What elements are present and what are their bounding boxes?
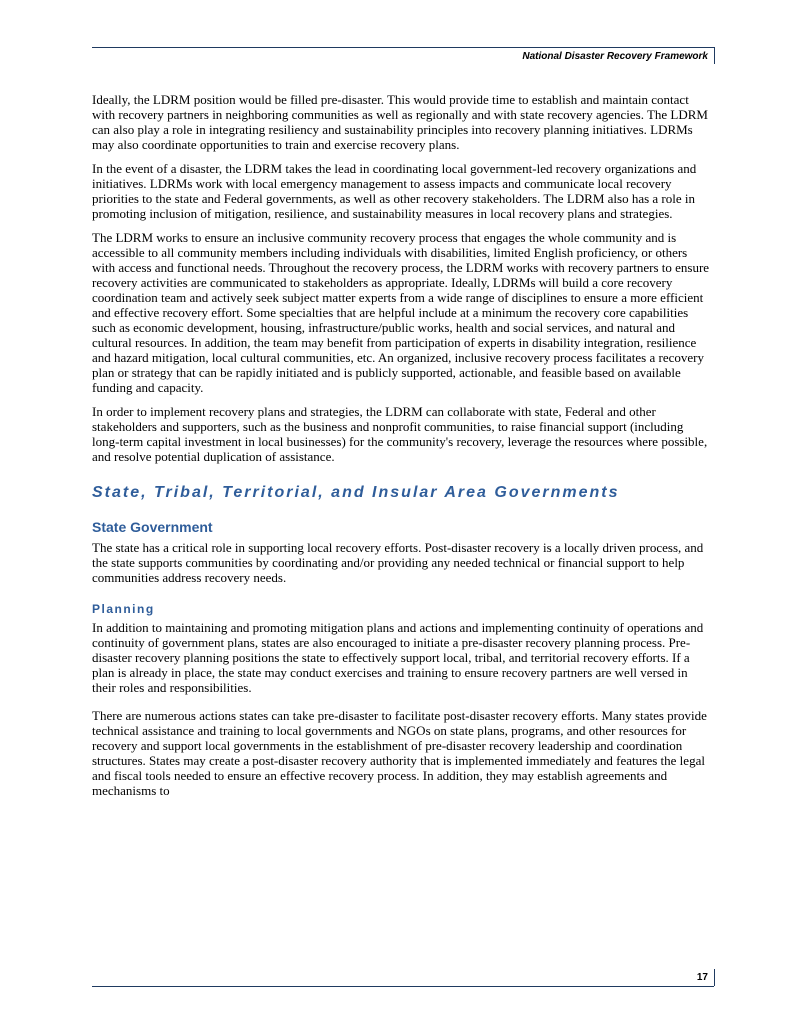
paragraph-ldrm-implement: In order to implement recovery plans and strategies, the LDRM can collaborate with state, Federal and other stakeholders and supporters, such as the business and nonprofit communities, to raise financial support (including long-term capital investment in local businesses) for the community's recovery, leverage the resources where possible, and resolve potential duplication of assistance. xyxy=(92,404,708,464)
running-header-title: National Disaster Recovery Framework xyxy=(522,51,708,62)
paragraph-ldrm-predisaster: Ideally, the LDRM position would be filled pre-disaster. This would provide time to establish and maintain contact with recovery partners in neighboring communities as well as regionally and with state recovery agencies. The LDRM can also play a role in integrating resiliency and sustainability principles into recovery planning initiatives. LDRMs may also coordinate opportunities to train and exercise recovery plans. xyxy=(92,92,708,152)
footer-rule xyxy=(92,986,714,987)
paragraph-planning-2: There are numerous actions states can take pre-disaster to facilitate post-disaster recovery efforts. Many states provide technical assistance and training to local governments and NGOs on state plans, programs, and other resources for recovery and support local governments in the establishment of pre-disaster recovery leadership and coordination structures. States may create a post-disaster recovery authority that is implemented immediately and features the legal and fiscal tools needed to ensure an effective recovery process. In addition, they may establish agreements and mechanisms to xyxy=(92,708,707,798)
footer-tick xyxy=(714,969,715,986)
paragraph-ldrm-event: In the event of a disaster, the LDRM takes the lead in coordinating local government-led recovery organizations and initiatives. LDRMs work with local emergency management to assess impacts and communicate local recovery priorities to the state and Federal governments, as well as other recovery stakeholders. The LDRM also has a role in promoting inclusion of mitigation, resilience, and sustainability measures in local recovery plans and strategies. xyxy=(92,161,697,221)
header-tick xyxy=(714,47,715,64)
page-number: 17 xyxy=(696,972,708,983)
body-text xyxy=(92,92,710,807)
subsection-heading-state-government: State Government xyxy=(92,519,213,535)
paragraph-planning-1: In addition to maintaining and promoting mitigation plans and actions and implementing continuity of operations and continuity of government plans, states are also encouraged to initiate a pre-disaster recovery planning process. Pre-disaster recovery planning positions the state to effectively support local, tribal, and territorial recovery efforts. If a plan is already in place, the state may conduct exercises and training to ensure recovery partners are well versed in their roles and responsibilities. xyxy=(92,620,704,695)
header-rule xyxy=(92,47,714,48)
paragraph-ldrm-inclusive: The LDRM works to ensure an inclusive community recovery process that engages the whole community and is accessible to all community members including individuals with disabilities, limited English proficiency, or others with access and functional needs. Throughout the recovery process, the LDRM works with recovery partners to ensure recovery activities are communicated to stakeholders as appropriate. Ideally, LDRMs will build a core recovery coordination team and actively seek subject matter experts from a wide range of disciplines to ensure a more efficient and effective recovery effort. Some specialties that are helpful include at a minimum the recovery core capabilities such as economic development, housing, infrastructure/public works, health and social services, and natural and cultural resources. In addition, the team may benefit from participation of experts in disability integration, resilience and hazard mitigation, local cultural communities, etc. An organized, inclusive recovery process facilitates a recovery plan or strategy that can be rapidly initiated and is publicly supported, actionable, and feasible based on available funding and capacity. xyxy=(92,230,710,395)
planning-heading: Planning xyxy=(92,602,155,616)
paragraph-state-role: The state has a critical role in supporting local recovery efforts. Post-disaster recovery is a locally driven process, and the state supports communities by coordinating and/or providing any needed technical or financial support to help communities address recovery needs. xyxy=(92,540,704,585)
section-heading: State, Tribal, Territorial, and Insular Area Governments xyxy=(92,484,620,501)
